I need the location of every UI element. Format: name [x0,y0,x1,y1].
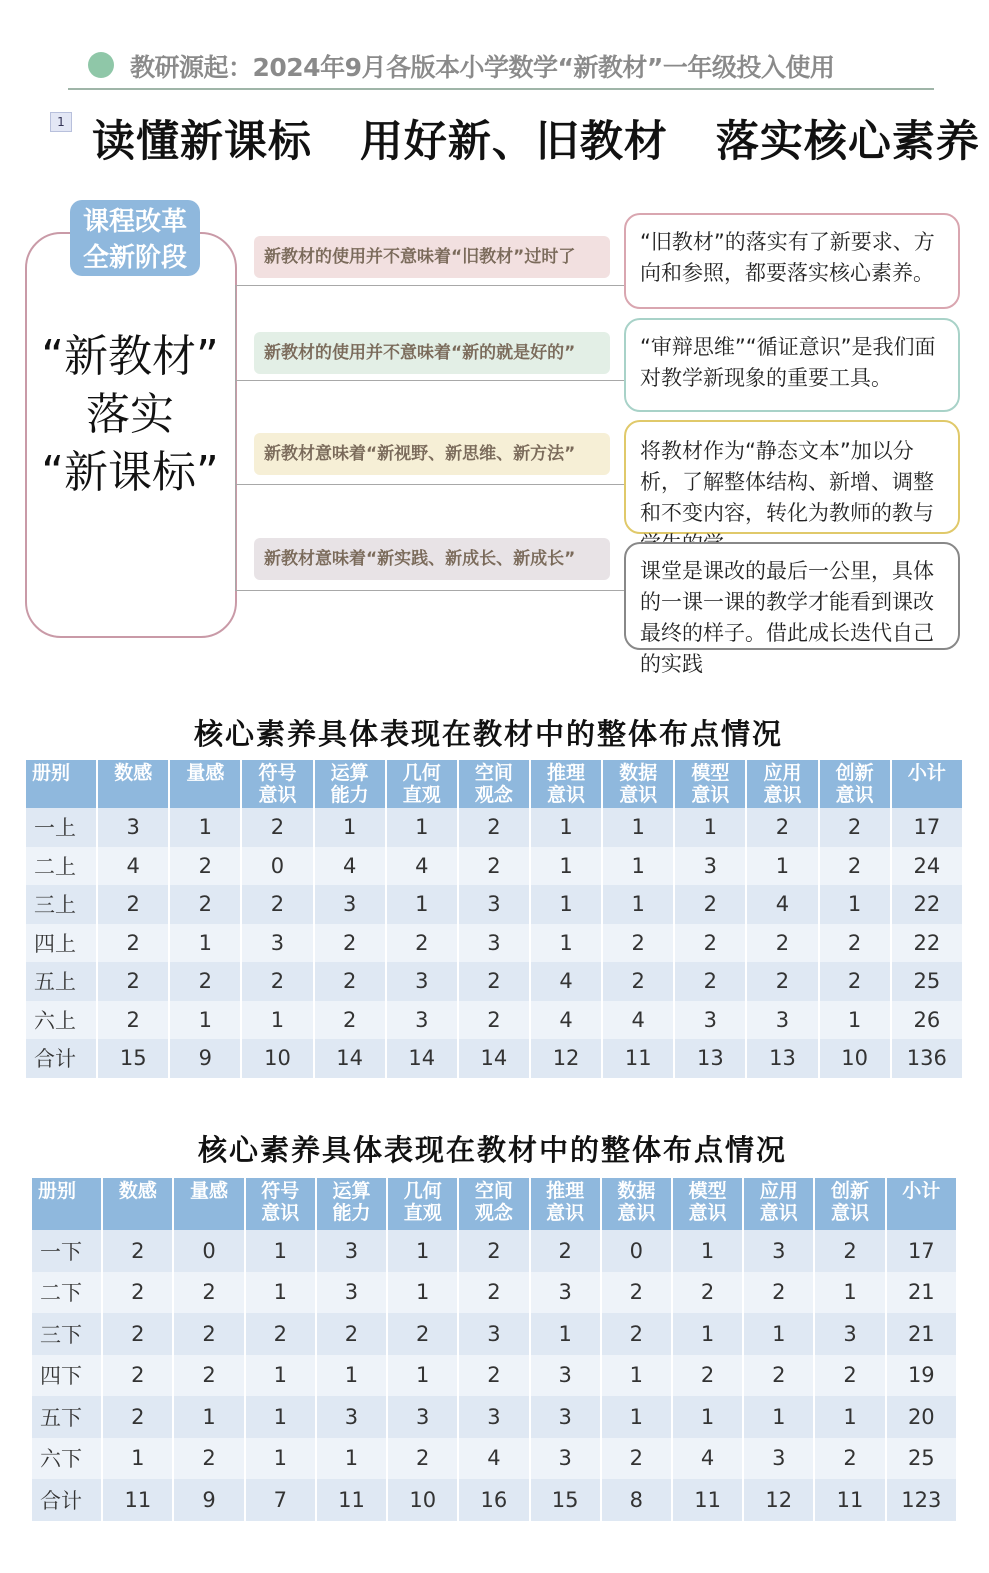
table-header-cell [246,1178,315,1230]
table-cell: 2 [98,885,168,924]
table-cell: 22 [892,924,962,963]
table-cell: 2 [103,1355,172,1397]
table-cell: 1 [531,808,601,847]
table-cell: 1 [675,808,745,847]
center-line: 落实 [86,389,174,440]
table-cell: 3 [531,1438,600,1480]
table-cell: 2 [242,962,312,1001]
table-row [32,1438,956,1480]
table-header-row [32,1178,956,1230]
table-header-cell [887,1178,956,1230]
header-line: 能力 [332,1202,371,1224]
header-line: 意识 [619,784,658,806]
row-label-cell: 合计 [26,1039,96,1078]
table-cell: 13 [747,1039,817,1078]
table-header-cell [459,760,529,808]
table-cell: 2 [459,1230,528,1272]
branch-label: 新教材的使用并不意味着“新的就是好的” [254,332,610,374]
table-cell: 24 [892,847,962,886]
table-cell: 3 [98,808,168,847]
center-line: “新教材” [41,331,219,382]
header-line: 符号 [258,762,297,784]
table-row [32,1230,956,1272]
header-line: 模型 [691,762,730,784]
table-cell: 2 [242,808,312,847]
table-cell: 1 [246,1272,315,1314]
table-cell: 3 [459,1313,528,1355]
table-header-cell [242,760,312,808]
table-header-cell [603,760,673,808]
table-header-cell [315,760,385,808]
header-line: 册别 [38,1180,77,1202]
row-label-cell: 五上 [26,962,96,1001]
branch-card: “旧教材”的落实有了新要求、方向和参照，都要落实核心素养。 [624,213,960,309]
header-line: 意识 [759,1202,798,1224]
table-cell: 2 [675,885,745,924]
table-cell: 2 [747,962,817,1001]
table-cell: 4 [531,962,601,1001]
table-cell: 12 [531,1039,601,1078]
table-header-cell [820,760,890,808]
header-line: 能力 [330,784,369,806]
table-cell: 4 [315,847,385,886]
table-cell: 25 [887,1438,956,1480]
table-header-cell [675,760,745,808]
table-cell: 1 [673,1396,742,1438]
table-cell: 21 [887,1313,956,1355]
table-row [26,847,962,886]
branch-label: 新教材的使用并不意味着“旧教材”过时了 [254,236,610,278]
table-cell: 1 [531,885,601,924]
table-cell: 1 [602,1355,671,1397]
table-cell: 4 [747,885,817,924]
table-cell: 17 [892,808,962,847]
table-header-cell [747,760,817,808]
table-title: 核心素养具体表现在教材中的整体布点情况 [197,1133,787,1167]
header-line: 几何 [403,1180,442,1202]
branch-label: 新教材意味着“新视野、新思维、新方法” [254,433,610,475]
connector-line [235,285,624,286]
table-cell: 2 [98,1001,168,1040]
header-line: 应用 [763,762,802,784]
table-cell: 0 [602,1230,671,1272]
connector-line [235,484,624,485]
table-cell: 1 [170,808,240,847]
header-line: 意识 [835,784,874,806]
table-cell: 2 [459,808,529,847]
header-line: 运算 [332,1180,371,1202]
row-label-cell: 二上 [26,847,96,886]
table-cell: 3 [388,1396,457,1438]
header-line: 意识 [831,1202,870,1224]
table-row [32,1313,956,1355]
table-cell: 9 [170,1039,240,1078]
row-label-cell: 三上 [26,885,96,924]
table-cell: 11 [673,1479,742,1521]
table-cell: 8 [602,1479,671,1521]
table-cell: 1 [170,924,240,963]
header-line: 意识 [547,784,586,806]
table-cell: 2 [531,1230,600,1272]
header-line: 观念 [474,784,513,806]
center-line: “新课标” [41,447,219,498]
table-cell: 22 [892,885,962,924]
table-cell: 123 [887,1479,956,1521]
row-label-cell: 六下 [32,1438,101,1480]
header-line: 几何 [402,762,441,784]
header-line: 直观 [403,1202,442,1224]
table-cell: 3 [675,1001,745,1040]
table-row [32,1355,956,1397]
row-label-cell: 二下 [32,1272,101,1314]
header-line: 数感 [114,762,153,784]
table-cell: 2 [602,1438,671,1480]
table-cell: 2 [387,924,457,963]
stage-tag-line: 课程改革 [82,207,187,237]
table-cell: 3 [317,1230,386,1272]
table-cell: 2 [388,1313,457,1355]
table-cell: 1 [388,1355,457,1397]
table-cell: 9 [174,1479,243,1521]
header-line: 符号 [261,1180,300,1202]
table-header-cell [531,1178,600,1230]
table-cell: 11 [815,1479,884,1521]
table-header-cell [531,760,601,808]
header-line: 数据 [619,762,658,784]
table-cell: 21 [887,1272,956,1314]
table-cell: 1 [744,1396,813,1438]
table-cell: 3 [744,1438,813,1480]
header-line: 意识 [546,1202,585,1224]
branch-card: 将教材作为“静态文本”加以分析，了解整体结构、新增、调整和不变内容，转化为教师的教与 [624,420,960,534]
table-row [26,1039,962,1078]
header-line: 数据 [617,1180,656,1202]
row-label-cell: 合计 [32,1479,101,1521]
header-line: 推理 [546,1180,585,1202]
table-cell: 16 [459,1479,528,1521]
table-cell: 2 [459,1355,528,1397]
table-cell: 2 [820,962,890,1001]
table-cell: 20 [887,1396,956,1438]
table-cell: 2 [388,1438,457,1480]
table-cell: 2 [602,1272,671,1314]
table-cell: 26 [892,1001,962,1040]
table-header-cell [317,1178,386,1230]
table-header-cell [103,1178,172,1230]
table-cell: 3 [747,1001,817,1040]
header-line: 直观 [402,784,441,806]
table-cell: 1 [744,1313,813,1355]
table-cell: 2 [603,962,673,1001]
table-cell: 2 [170,885,240,924]
table-cell: 4 [98,847,168,886]
header-line: 意识 [617,1202,656,1224]
table-cell: 10 [820,1039,890,1078]
table-cell: 2 [744,1272,813,1314]
header-line: 量感 [190,1180,229,1202]
table-cell: 4 [387,847,457,886]
table-cell: 3 [459,885,529,924]
stage-tag [70,200,200,276]
table-cell: 3 [675,847,745,886]
table-cell: 25 [892,962,962,1001]
table-cell: 14 [459,1039,529,1078]
table-cell: 1 [815,1396,884,1438]
table-cell: 17 [887,1230,956,1272]
table-cell: 3 [387,962,457,1001]
table-cell: 13 [675,1039,745,1078]
table-cell: 1 [246,1355,315,1397]
table-cell: 3 [531,1272,600,1314]
table-row [26,924,962,963]
table-cell: 2 [315,924,385,963]
table-cell: 136 [892,1039,962,1078]
header-line: 意识 [261,1202,300,1224]
table-cell: 2 [675,924,745,963]
table-row [26,885,962,924]
table-cell: 1 [246,1396,315,1438]
table-cell: 2 [673,1272,742,1314]
table-cell: 1 [315,808,385,847]
table-cell: 15 [531,1479,600,1521]
table-cell: 3 [317,1396,386,1438]
table-header-cell [744,1178,813,1230]
connector-trunk [235,285,236,591]
table-header-cell [26,760,96,808]
table-cell: 2 [98,962,168,1001]
header-line: 推理 [547,762,586,784]
row-label-cell: 五下 [32,1396,101,1438]
header-line: 意识 [688,1202,727,1224]
table-cell: 2 [820,808,890,847]
row-label-cell: 四下 [32,1355,101,1397]
header-line: 小计 [902,1180,941,1202]
table-cell: 2 [675,962,745,1001]
table-cell: 3 [531,1355,600,1397]
table-cell: 2 [103,1230,172,1272]
table-cell: 4 [603,1001,673,1040]
table-cell: 14 [315,1039,385,1078]
table-cell: 2 [317,1313,386,1355]
table-cell: 15 [98,1039,168,1078]
table-cell: 2 [459,847,529,886]
table-header-cell [98,760,168,808]
header-text: 教研源起：2024年9月各版本小学数学“新教材”一年级投入使用 [130,53,835,82]
table-cell: 2 [815,1438,884,1480]
table-cell: 3 [317,1272,386,1314]
table-cell: 1 [820,885,890,924]
table-cell: 4 [531,1001,601,1040]
row-label-cell: 一下 [32,1230,101,1272]
table-header-cell [174,1178,243,1230]
table-cell: 14 [387,1039,457,1078]
table-cell: 2 [98,924,168,963]
table-cell: 1 [673,1313,742,1355]
row-label-cell: 四上 [26,924,96,963]
table-cell: 2 [174,1355,243,1397]
table-cell: 1 [603,808,673,847]
table-cell: 2 [170,847,240,886]
header-line: 册别 [32,762,71,784]
table-cell: 2 [602,1313,671,1355]
table-header-cell [892,760,962,808]
table-cell: 2 [459,1001,529,1040]
table-cell: 2 [174,1272,243,1314]
header-divider [68,88,934,90]
table-cell: 2 [603,924,673,963]
table-row [32,1396,956,1438]
center-concept-text [25,328,235,502]
branch-card: 课堂是课改的最后一公里，具体的一课一课的教学才能看到课改最终的样子。借此成长迭代自己的实践 [624,542,960,650]
table-cell: 2 [459,962,529,1001]
table-cell: 2 [747,808,817,847]
table-cell: 1 [531,1313,600,1355]
header-line: 创新 [831,1180,870,1202]
header-line: 意识 [691,784,730,806]
table-row [26,962,962,1001]
header-line: 创新 [835,762,874,784]
table-cell: 4 [459,1438,528,1480]
table-cell: 1 [747,847,817,886]
table-cell: 1 [531,924,601,963]
table-cell: 1 [602,1396,671,1438]
table-header-cell [602,1178,671,1230]
table-cell: 2 [815,1355,884,1397]
table-cell: 3 [744,1230,813,1272]
table-cell: 2 [815,1230,884,1272]
header-line: 应用 [759,1180,798,1202]
table-header-cell [388,1178,457,1230]
section-badge: 1 [50,112,72,132]
table-header-cell [459,1178,528,1230]
table-cell: 1 [242,1001,312,1040]
table-cell: 4 [673,1438,742,1480]
table-row [26,1001,962,1040]
table-cell: 2 [103,1313,172,1355]
table-cell: 1 [603,847,673,886]
table-cell: 1 [174,1396,243,1438]
row-label-cell: 一上 [26,808,96,847]
table-cell: 2 [744,1355,813,1397]
header-line: 意识 [258,784,297,806]
table-header-cell [673,1178,742,1230]
table-cell: 1 [170,1001,240,1040]
top-header [88,46,948,86]
header-line: 模型 [688,1180,727,1202]
header-line: 空间 [474,1180,513,1202]
table-cell: 10 [388,1479,457,1521]
table-header-cell [815,1178,884,1230]
table-cell: 3 [459,1396,528,1438]
table-row [32,1479,956,1521]
table-cell: 3 [531,1396,600,1438]
table-cell: 2 [673,1355,742,1397]
table-cell: 1 [387,808,457,847]
table-cell: 2 [459,1272,528,1314]
table-cell: 1 [317,1355,386,1397]
literacy-table-upper [24,760,964,1078]
table-cell: 2 [315,962,385,1001]
table-cell: 1 [815,1272,884,1314]
table-cell: 2 [747,924,817,963]
row-label-cell: 三下 [32,1313,101,1355]
connector-line [235,380,624,381]
table-cell: 3 [459,924,529,963]
row-label-cell: 六上 [26,1001,96,1040]
header-line: 空间 [474,762,513,784]
table-cell: 19 [887,1355,956,1397]
table-header-row [26,760,962,808]
table-title: 核心素养具体表现在教材中的整体布点情况 [193,717,783,751]
branch-card: “审辩思维”“循证意识”是我们面对教学新现象的重要工具。 [624,318,960,412]
table-header-cell [32,1178,101,1230]
table-cell: 11 [103,1479,172,1521]
table-cell: 2 [242,885,312,924]
table-cell: 1 [603,885,673,924]
table-cell: 0 [242,847,312,886]
table-cell: 11 [603,1039,673,1078]
table-cell: 1 [246,1230,315,1272]
table-cell: 1 [387,885,457,924]
table-row [26,808,962,847]
header-line: 量感 [186,762,225,784]
table-header-cell [170,760,240,808]
table-cell: 1 [388,1272,457,1314]
table-cell: 2 [246,1313,315,1355]
branch-label: 新教材意味着“新实践、新成长、新成长” [254,538,610,580]
table-header-cell [387,760,457,808]
table-cell: 3 [387,1001,457,1040]
main-title: 读懂新课标 用好新、旧教材 落实核心素养 [92,117,980,167]
table-cell: 2 [315,1001,385,1040]
table-cell: 1 [246,1438,315,1480]
table-cell: 0 [174,1230,243,1272]
stage-tag-line: 全新阶段 [82,243,187,273]
table-cell: 12 [744,1479,813,1521]
table-cell: 2 [103,1396,172,1438]
table-cell: 2 [820,847,890,886]
table-cell: 2 [170,962,240,1001]
table-cell: 2 [820,924,890,963]
table-cell: 1 [820,1001,890,1040]
connector-line [235,590,624,591]
table-cell: 1 [531,847,601,886]
header-line: 数感 [118,1180,157,1202]
literacy-table-lower [30,1178,958,1521]
table-cell: 10 [242,1039,312,1078]
table-cell: 7 [246,1479,315,1521]
table-cell: 1 [103,1438,172,1480]
table-cell: 2 [174,1438,243,1480]
table-cell: 3 [242,924,312,963]
header-line: 运算 [330,762,369,784]
header-line: 意识 [763,784,802,806]
header-dot-icon [88,52,114,78]
table-row [32,1272,956,1314]
table-cell: 2 [103,1272,172,1314]
table-cell: 2 [174,1313,243,1355]
header-line: 观念 [474,1202,513,1224]
table-cell: 1 [673,1230,742,1272]
table-cell: 1 [317,1438,386,1480]
table-cell: 11 [317,1479,386,1521]
table-cell: 1 [388,1230,457,1272]
table-cell: 3 [815,1313,884,1355]
table-cell: 3 [315,885,385,924]
header-line: 小计 [907,762,946,784]
